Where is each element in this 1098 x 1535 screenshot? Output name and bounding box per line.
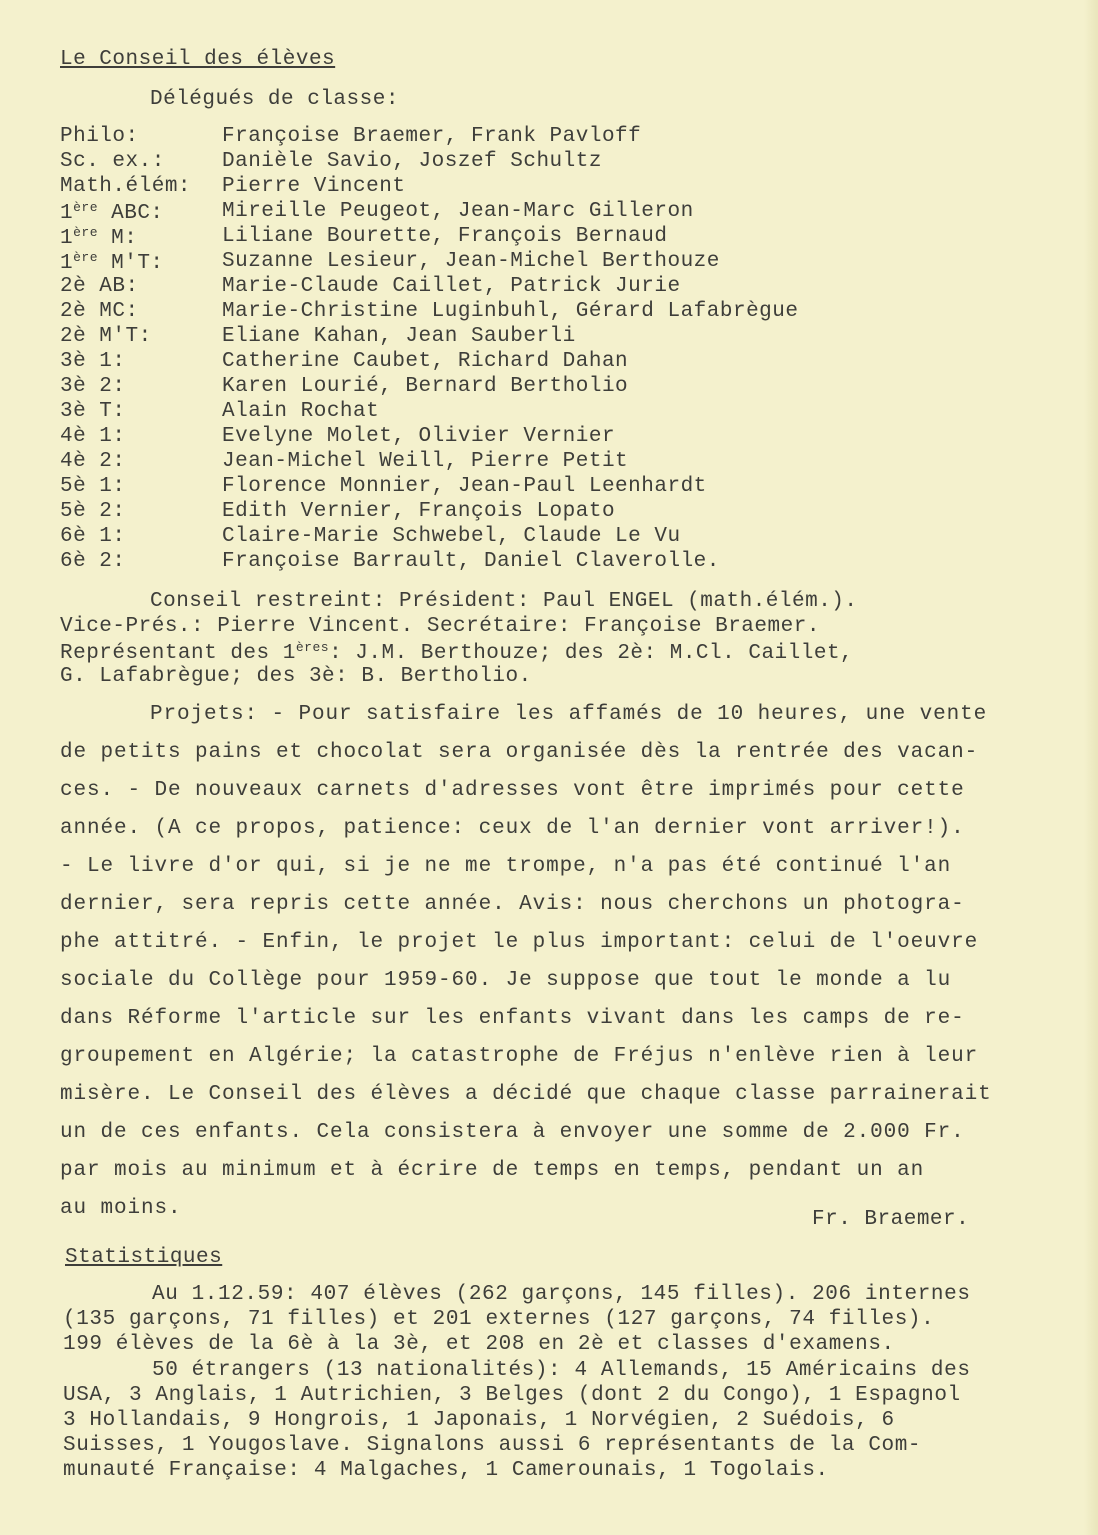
delegate-class: 1ère ABC: — [60, 200, 164, 225]
stat-line: munauté Française: 4 Malgaches, 1 Camerounais, 1 Togolais. — [63, 1459, 829, 1482]
delegate-names: Eliane Kahan, Jean Sauberli — [222, 325, 576, 348]
delegate-class: 3è 1: — [60, 350, 126, 373]
delegate-class: Math.élém: — [60, 175, 192, 198]
projets-line: Projets: - Pour satisfaire les affamés de 10 heures, une vente — [150, 703, 988, 726]
restreint-line: Vice-Prés.: Pierre Vincent. Secrétaire: Françoise Braemer. — [60, 615, 820, 638]
delegate-names: Alain Rochat — [222, 400, 380, 423]
projets-line: sociale du Collège pour 1959-60. Je suppose que tout le monde a lu — [60, 969, 952, 992]
stat-line: USA, 3 Anglais, 1 Autrichien, 3 Belges (dont 2 du Congo), 1 Espagnol — [63, 1384, 961, 1407]
stat-line: 3 Hollandais, 9 Hongrois, 1 Japonais, 1 Norvégien, 2 Suédois, 6 — [63, 1409, 895, 1432]
page-edge-shadow — [1084, 0, 1098, 1535]
section-title-conseil: Le Conseil des élèves — [60, 48, 336, 71]
delegate-class: 4è 2: — [60, 450, 126, 473]
delegate-names: Karen Lourié, Bernard Bertholio — [222, 375, 629, 398]
stat-line: 50 étrangers (13 nationalités): 4 Allemands, 15 Américains des — [152, 1359, 971, 1382]
delegate-names: Florence Monnier, Jean-Paul Leenhardt — [222, 475, 707, 498]
delegate-class: 3è 2: — [60, 375, 126, 398]
projets-line: ces. - De nouveaux carnets d'adresses vont être imprimés pour cette — [60, 779, 965, 802]
projets-line: par mois au minimum et à écrire de temps en temps, pendant un an — [60, 1159, 925, 1182]
restreint-line: Représentant des 1ères: J.M. Berthouze; des 2è: M.Cl. Caillet, — [60, 640, 854, 665]
delegate-class: Sc. ex.: — [60, 150, 165, 173]
delegate-class: 3è T: — [60, 400, 126, 423]
delegate-class: 1ère M: — [60, 225, 138, 250]
delegate-names: Evelyne Molet, Olivier Vernier — [222, 425, 616, 448]
delegate-names: Catherine Caubet, Richard Dahan — [222, 350, 629, 373]
projets-line: au moins. — [60, 1197, 182, 1220]
restreint-line: G. Lafabrègue; des 3è: B. Bertholio. — [60, 665, 532, 688]
stat-line: Suisses, 1 Yougoslave. Signalons aussi 6 représentants de la Com- — [63, 1434, 922, 1457]
stat-line: Au 1.12.59: 407 élèves (262 garçons, 145 filles). 206 internes — [152, 1283, 971, 1306]
projets-line: dernier, sera repris cette année. Avis: nous cherchons un photogra- — [60, 893, 965, 916]
stat-line: (135 garçons, 71 filles) et 201 externes (127 garçons, 74 filles). — [63, 1308, 935, 1331]
delegate-names: Françoise Barrault, Daniel Claverolle. — [222, 550, 720, 573]
delegate-names: Danièle Savio, Joszef Schultz — [222, 150, 602, 173]
delegues-heading: Délégués de classe: — [150, 88, 399, 111]
section-title-statistiques: Statistiques — [65, 1246, 223, 1269]
delegate-names: Françoise Braemer, Frank Pavloff — [222, 125, 642, 148]
delegate-class: 6è 1: — [60, 525, 126, 548]
projets-line: groupement en Algérie; la catastrophe de Fréjus n'enlève rien à leur — [60, 1045, 979, 1068]
restreint-line: Conseil restreint: Président: Paul ENGEL (math.élém.). — [150, 590, 858, 613]
delegate-names: Suzanne Lesieur, Jean-Michel Berthouze — [222, 250, 720, 273]
delegate-class: 2è AB: — [60, 275, 139, 298]
delegate-class: Philo: — [60, 125, 139, 148]
delegate-class: 2è M'T: — [60, 325, 152, 348]
delegate-names: Marie-Claude Caillet, Patrick Jurie — [222, 275, 681, 298]
delegate-names: Marie-Christine Luginbuhl, Gérard Lafabrègue — [222, 300, 799, 323]
projets-line: de petits pains et chocolat sera organisée dès la rentrée des vacan- — [60, 741, 979, 764]
delegate-class: 5è 1: — [60, 475, 126, 498]
delegate-names: Jean-Michel Weill, Pierre Petit — [222, 450, 629, 473]
delegate-class: 1ère M'T: — [60, 250, 164, 275]
delegate-class: 5è 2: — [60, 500, 126, 523]
projets-line: - Le livre d'or qui, si je ne me trompe, n'a pas été continué l'an — [60, 855, 952, 878]
delegate-names: Edith Vernier, François Lopato — [222, 500, 616, 523]
projets-line: misère. Le Conseil des élèves a décidé que chaque classe parrainerait — [60, 1083, 992, 1106]
stat-line: 199 élèves de la 6è à la 3è, et 208 en 2è et classes d'examens. — [63, 1333, 895, 1356]
delegate-names: Claire-Marie Schwebel, Claude Le Vu — [222, 525, 681, 548]
delegate-class: 4è 1: — [60, 425, 126, 448]
signature: Fr. Braemer. — [812, 1208, 970, 1231]
delegate-names: Pierre Vincent — [222, 175, 406, 198]
projets-line: année. (A ce propos, patience: ceux de l'an dernier vont arriver!). — [60, 817, 965, 840]
delegate-names: Mireille Peugeot, Jean-Marc Gilleron — [222, 200, 694, 223]
delegate-class: 2è MC: — [60, 300, 139, 323]
delegate-class: 6è 2: — [60, 550, 126, 573]
projets-line: phe attitré. - Enfin, le projet le plus important: celui de l'oeuvre — [60, 931, 979, 954]
projets-line: dans Réforme l'article sur les enfants vivant dans les camps de re- — [60, 1007, 965, 1030]
delegate-names: Liliane Bourette, François Bernaud — [222, 225, 668, 248]
projets-line: un de ces enfants. Cela consistera à envoyer une somme de 2.000 Fr. — [60, 1121, 965, 1144]
